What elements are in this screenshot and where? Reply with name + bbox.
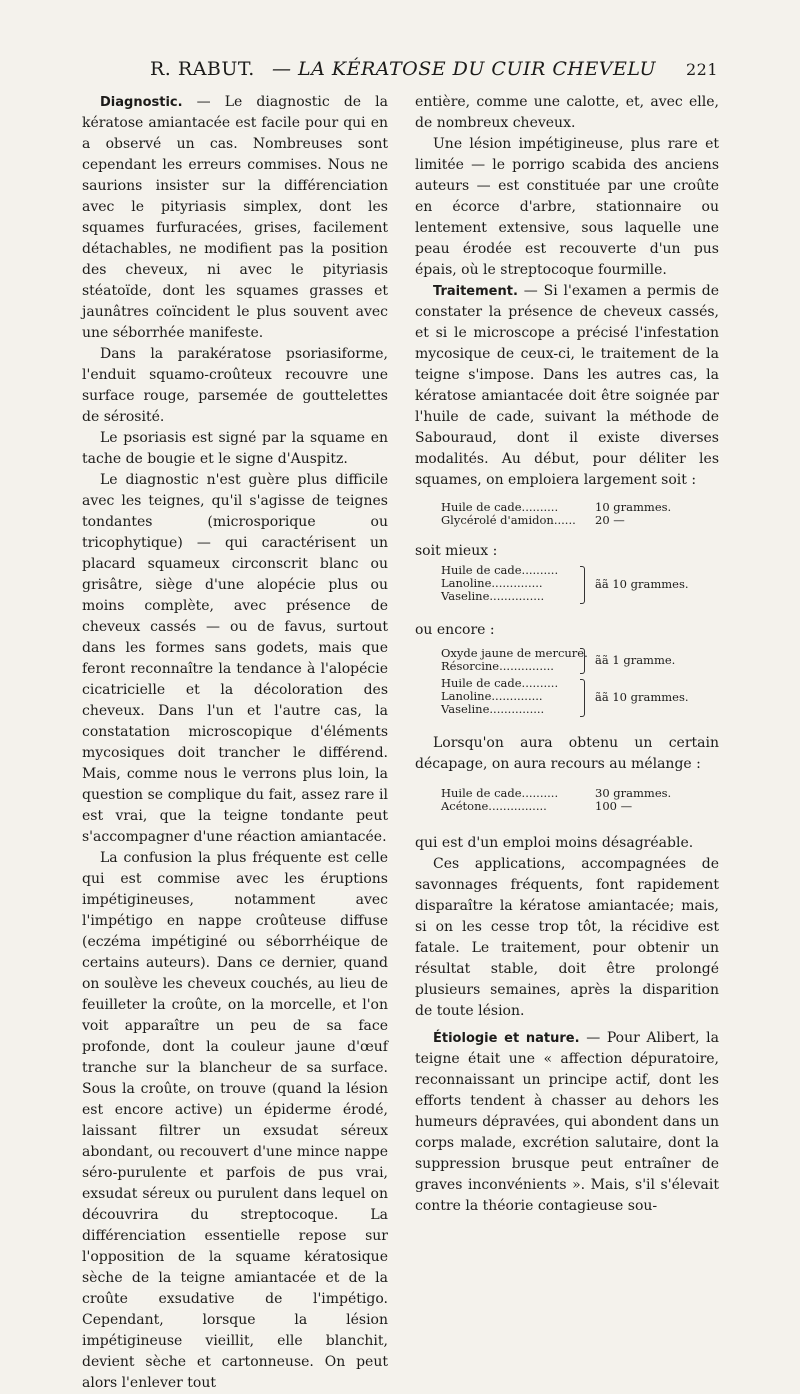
running-header [150, 58, 718, 86]
ingredient-name: Huile de cade.......... [441, 676, 559, 690]
group-qty: ãã 10 grammes. [595, 577, 689, 591]
page-number: 221 [685, 60, 718, 79]
ingredient-name: Lanoline.............. [441, 689, 543, 703]
formula-2 [415, 564, 719, 606]
ingredient-name: Vaseline............... [441, 589, 545, 603]
formula-row [415, 800, 719, 813]
header-title: — LA KÉRATOSE DU CUIR CHEVELU [272, 58, 656, 80]
header-author: R. RABUT. [150, 58, 255, 80]
formula-4 [415, 787, 719, 813]
ingredient-name: Oxyde jaune de mercure. [441, 646, 588, 660]
paragraph-continuation: entière, comme une calotte, et, avec elle, de nombreux cheveux. [415, 94, 719, 131]
paragraph-emploi: qui est d'un emploi moins désagréable. [415, 835, 694, 851]
etiologie-heading: Étiologie et nature. [433, 1031, 580, 1046]
paragraph-applications: Ces applications, accompagnées de savonnages fréquents, font rapidement disparaître la kératose amiantacée; mais, si on les cesse trop tôt, la récidive est fatale. Le traitement, pour obtenir un résultat stable, doit être prolongé plusieurs semaines, après la disparition de toute lésion. [415, 856, 719, 1019]
paragraph-teignes: Le diagnostic n'est guère plus difficile avec les teignes, qu'il s'agisse de teignes tondantes (microsporique ou tricophytique) — qui caractérisent un placard squameux circonscrit blanc ou grisâtre, siège d'une alopécie plus ou moins complète, avec présence de cheveux cassés — ou de favus, surtout dans les formes sans godets, mais que feront reconnaître la tendance à l'alopécie cicatricielle et la décoloration des cheveux. Dans l'un et l'autre cas, la constatation microscopique d'éléments mycosiques doit trancher le différend. Mais, comme nous le verrons plus loin, la question se complique du fait, assez rare il est vrai, que la teigne tondante peut s'accompagner d'une réaction amiantacée. [82, 472, 388, 845]
group-qty: ãã 1 gramme. [595, 653, 676, 667]
ingredient-name: Glycérolé d'amidon...... [441, 513, 576, 527]
formula-row [415, 590, 719, 603]
ingredient-qty: 100 — [595, 799, 633, 813]
brace [580, 648, 585, 674]
right-column [415, 92, 719, 1217]
paragraph-confusion: La confusion la plus fréquente est celle qui est commise avec les éruptions impétigineuses, notamment avec l'impétigo en nappe croûteuse diffuse (eczéma impétiginé ou séborrhéique de certains auteurs). Dans ce dernier, quand on soulève les cheveux couchés, au lieu de feuilleter la croûte, on la morcelle, et l'on voit apparaître un peu de sa face profonde, dont la couleur jaune d'œuf tranche sur la blancheur de sa surface. Sous la croûte, on trouve (quand la lésion est encore active) un épiderme érodé, laissant filtrer un exsudat séreux abondant, ou recouvert d'une mince nappe séro-purulente et parfois de pus vrai, exsudat séreux ou purulent dans lequel on découvrira du streptocoque. La différenciation essentielle repose sur l'opposition de la squame kératosique sèche de la teigne amiantacée et de la croûte exsudative de l'impétigo. Cependant, lorsque la lésion impétigineuse vieillit, elle blanchit, devient sèche et cartonneuse. On peut alors l'enlever tout [82, 850, 388, 1391]
ingredient-name: Lanoline.............. [441, 576, 543, 590]
ingredient-name: Acétone................ [441, 799, 547, 813]
diagnostic-text: — Le diagnostic de la kératose amiantacée est facile pour qui en a observé un cas. Nombreuses sont cependant les erreurs commises. Nous ne saurions insister sur la différenciation avec le pityriasis simplex, dont les squames furfuracées, grises, facilement détachables, ne modifient pas la position des cheveux, ni avec le pityriasis stéatoïde, dont les squames grasses et jaunâtres coïncident le plus souvent avec une séborrhée manifeste. [82, 94, 388, 341]
paragraph-parakeratose: Dans la parakératose psoriasiforme, l'enduit squamo-croûteux recouvre une surface rouge, parsemée de gouttelettes de sérosité. [82, 346, 388, 425]
formula-row [415, 703, 719, 716]
ingredient-qty: 30 grammes. [595, 786, 672, 800]
formula-3a [415, 647, 719, 675]
formula-1 [415, 501, 719, 527]
ingredient-name: Huile de cade.......... [441, 563, 559, 577]
formula-3b [415, 677, 719, 719]
traitement-paragraph [415, 281, 719, 491]
diagnostic-heading: Diagnostic. [100, 95, 183, 110]
ingredient-name: Vaseline............... [441, 702, 545, 716]
group-qty: ãã 10 grammes. [595, 690, 689, 704]
formula-row [415, 514, 719, 527]
ingredient-name: Huile de cade.......... [441, 786, 559, 800]
ingredient-qty: 10 grammes. [595, 500, 672, 514]
paragraph-decapage: Lorsqu'on aura obtenu un certain décapage, on aura recours au mélange : [415, 735, 719, 772]
brace [580, 679, 585, 717]
left-column [82, 92, 388, 1394]
ingredient-name: Résorcine............... [441, 659, 554, 673]
brace [580, 566, 585, 604]
traitement-text: — Si l'examen a permis de constater la présence de cheveux cassés, et si le microscope a précisé l'infestation mycosique de ceux-ci, le traitement de la teigne s'impose. Dans les autres cas, la kératose amiantacée doit être soignée par l'huile de cade, suivant la méthode de Sabouraud, dont il existe diverses modalités. Au début, pour déliter les squames, on emploiera largement soit : [415, 283, 719, 488]
label-ou-encore: ou encore : [415, 622, 495, 638]
ingredient-name: Huile de cade.......... [441, 500, 559, 514]
diagnostic-paragraph [82, 92, 388, 344]
etiologie-text: — Pour Alibert, la teigne était une « affection dépuratoire, reconnaissant un principe actif, dont les efforts tendent à chasser au dehors les humeurs dépravées, qui abondent dans un corps malade, excrétion salutaire, dont la suppression brusque peut entraîner de graves inconvénients ». Mais, s'il s'élevait contre la théorie contagieuse sou- [415, 1030, 719, 1214]
ingredient-qty: 20 — [595, 513, 625, 527]
label-soit-mieux: soit mieux : [415, 543, 498, 559]
etiologie-paragraph [415, 1028, 719, 1217]
paragraph-porrigo: Une lésion impétigineuse, plus rare et limitée — le porrigo scabida des anciens auteurs — est constituée par une croûte en écorce d'arbre, stationnaire ou lentement extensive, sous laquelle une peau érodée est recouverte d'un pus épais, où le streptocoque fourmille. [415, 136, 719, 278]
traitement-heading: Traitement. [433, 284, 518, 299]
paragraph-psoriasis: Le psoriasis est signé par la squame en tache de bougie et le signe d'Auspitz. [82, 430, 388, 467]
